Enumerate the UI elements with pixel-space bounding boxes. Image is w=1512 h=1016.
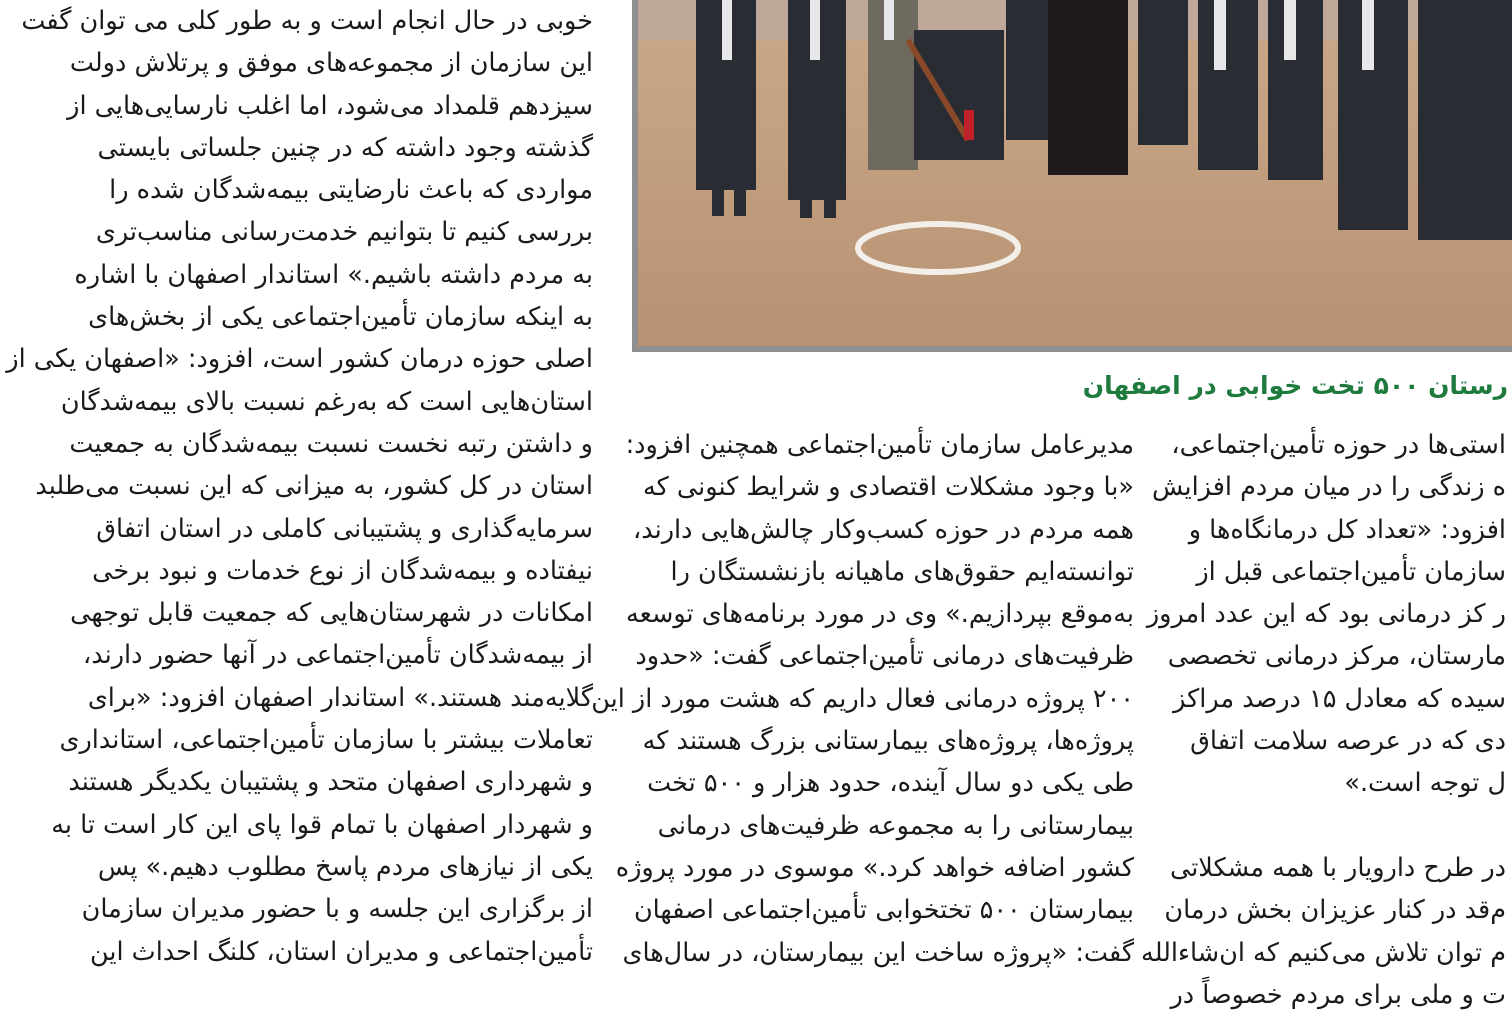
article-column-left — [6, 0, 593, 973]
text-line: این سازمان از مجموعه‌های موفق و پرتلاش دولت — [69, 48, 593, 79]
text-line: دی که در عرصه سلامت اتفاق — [1190, 726, 1506, 757]
photo-caption: رستان ۵۰۰ تخت خوابی در اصفهان — [1082, 371, 1508, 400]
text-line: ل توجه است.» — [1344, 768, 1506, 799]
text-line: سیده که معادل ۱۵ درصد مراکز — [1173, 683, 1506, 714]
text-line: گذشته وجود داشته که در چنین جلساتی بایستی — [97, 132, 593, 163]
text-line: توانسته‌ایم حقوق‌های ماهیانه بازنشستگان را — [670, 556, 1134, 587]
text-line: امکانات در شهرستان‌هایی که جمعیت قابل توجهی — [70, 598, 593, 629]
ceremony-photo — [632, 0, 1512, 352]
text-line: بیمارستان ۵۰۰ تختخوابی تأمین‌اجتماعی اصفهان — [633, 895, 1134, 926]
text-line: نیفتاده و بیمه‌شدگان از نوع خدمات و نبود برخی — [92, 555, 593, 586]
text-line: و شهرداری اصفهان متحد و پشتیبان یکدیگر هستند — [68, 767, 593, 798]
text-line: پروژه‌ها، پروژه‌های بیمارستانی بزرگ هستند که — [642, 726, 1134, 757]
text-line: کشور اضافه خواهد کرد.» موسوی در مورد پروژه — [615, 852, 1134, 883]
article-column-middle — [591, 424, 1134, 974]
text-line: ظرفیت‌های درمانی تأمین‌اجتماعی گفت: «حدود — [635, 641, 1134, 672]
text-line: ر کز درمانی بود که این عدد امروز — [1146, 599, 1506, 630]
text-line: استی‌ها در حوزه تأمین‌اجتماعی، — [1171, 430, 1506, 460]
text-line: مواردی که باعث نارضایتی بیمه‌شدگان شده را — [109, 175, 593, 206]
text-line: تعاملات بیشتر با سازمان تأمین‌اجتماعی، استانداری — [59, 725, 593, 756]
text-line: «با وجود مشکلات اقتصادی و شرایط کنونی که — [643, 472, 1134, 503]
text-line: گلایه‌مند هستند.» استاندار اصفهان افزود: «برای — [87, 682, 593, 713]
text-line: همه مردم در حوزه کسب‌وکار چالش‌هایی دارند، — [633, 514, 1134, 545]
text-line: از بیمه‌شدگان تأمین‌اجتماعی در آنها حضور دارند، — [83, 640, 593, 671]
text-line: یکی از نیازهای مردم پاسخ مطلوب دهیم.» پس — [97, 851, 593, 882]
text-line: گفت: «پروژه ساخت این بیمارستان، در سال‌های — [622, 937, 1134, 968]
text-line: استان در کل کشور، به میزانی که این نسبت می‌طلبد — [35, 471, 593, 502]
text-line: به مردم داشته باشیم.» استاندار اصفهان با اشاره — [74, 259, 593, 290]
text-line: و شهردار اصفهان با تمام قوا پای این کار است تا به — [51, 809, 593, 840]
groundbreaking-photo-illustration — [638, 0, 1512, 346]
text-line: ت و ملی برای مردم خصوصاً در — [1170, 979, 1506, 1010]
article-column-right — [1141, 424, 1506, 1016]
text-line: مدیرعامل سازمان تأمین‌اجتماعی همچنین افزود: — [625, 430, 1134, 460]
text-line: به اینکه سازمان تأمین‌اجتماعی یکی از بخش‌های — [88, 302, 593, 333]
text-line: و داشتن رتبه نخست نسبت بیمه‌شدگان به جمعیت — [69, 428, 593, 459]
text-line: طی یکی دو سال آینده، حدود هزار و ۵۰۰ تخت — [647, 768, 1134, 799]
text-line: م‌قد در کنار عزیزان بخش درمان — [1164, 895, 1506, 926]
text-line: در طرح دارویار با همه مشکلاتی — [1169, 852, 1506, 883]
text-line: بیمارستانی را به مجموعه ظرفیت‌های درمانی — [657, 810, 1134, 841]
text-line: اصلی حوزه درمان کشور است، افزود: «اصفهان یکی از — [6, 344, 593, 375]
text-line: سرمایه‌گذاری و پشتیبانی کاملی در استان اتفاق — [96, 513, 593, 544]
text-line: مارستان، مرکز درمانی تخصصی — [1167, 641, 1506, 672]
text-line: بررسی کنیم تا بتوانیم خدمت‌رسانی مناسب‌تری — [95, 217, 593, 248]
text-line: استان‌هایی است که به‌رغم نسبت بالای بیمه‌شدگان — [60, 386, 593, 417]
text-line: ه زندگی را در میان مردم افزایش — [1151, 472, 1506, 503]
text-line: م توان تلاش می‌کنیم که ان‌شاءالله — [1141, 937, 1506, 968]
text-line — [1176, 805, 1506, 847]
text-line: خوبی در حال انجام است و به طور کلی می توان گفت — [21, 6, 593, 36]
text-line: سازمان تأمین‌اجتماعی قبل از — [1196, 556, 1506, 587]
text-line: سیزدهم قلمداد می‌شود، اما اغلب نارسایی‌هایی از — [67, 90, 593, 121]
text-line: تأمین‌اجتماعی و مدیران استان، کلنگ احداث این — [89, 936, 593, 967]
text-line: به‌موقع بپردازیم.» وی در مورد برنامه‌های توسعه — [626, 599, 1134, 630]
text-line: ۲۰۰ پروژه درمانی فعال داریم که هشت مورد از این — [591, 683, 1134, 714]
text-line: از برگزاری این جلسه و با حضور مدیران سازمان — [81, 894, 593, 925]
text-line: افزود: «تعداد کل درمانگاه‌ها و — [1188, 514, 1506, 545]
